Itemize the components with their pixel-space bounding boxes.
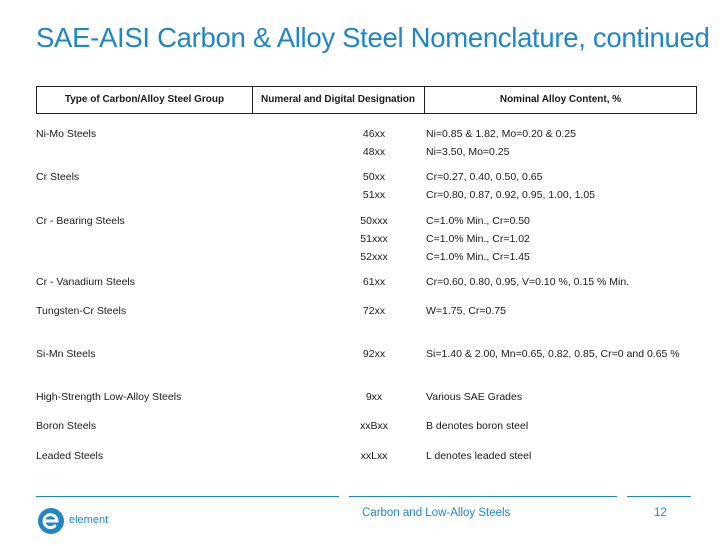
alloy-content: B denotes boron steel xyxy=(426,420,529,432)
designation: 51xx xyxy=(362,189,386,201)
steel-group-name: Si-Mn Steels xyxy=(36,348,96,360)
table-row-ni-mo xyxy=(36,125,716,161)
alloy-content: L denotes leaded steel xyxy=(426,450,532,462)
logo-wordmark: element xyxy=(69,514,109,526)
table-header xyxy=(36,86,697,114)
steel-group-name: Boron Steels xyxy=(36,420,97,432)
steel-group-name: Ni-Mo Steels xyxy=(36,128,97,140)
slide-title: SAE-AISI Carbon & Alloy Steel Nomenclature, continued xyxy=(36,22,710,53)
table-row-leaded xyxy=(36,447,716,465)
alloy-content: C=1.0% Min., Cr=0.50 xyxy=(426,215,530,227)
alloy-content: C=1.0% Min., Cr=1.45 xyxy=(426,251,530,263)
footer-title: Carbon and Low-Alloy Steels xyxy=(362,507,511,519)
designation: 92xx xyxy=(362,348,386,360)
column-header-designation: Numeral and Digital Designation xyxy=(261,94,415,105)
footer-divider xyxy=(627,496,691,497)
designation: 48xx xyxy=(362,146,386,158)
alloy-content: C=1.0% Min., Cr=1.02 xyxy=(426,233,530,245)
designation: 46xx xyxy=(362,128,386,140)
designation: 9xx xyxy=(365,391,383,403)
alloy-content: Cr=0.60, 0.80, 0.95, V=0.10 %, 0.15 % Min. xyxy=(426,276,630,288)
table-row-si-mn xyxy=(36,345,716,363)
table-row-cr-bearing xyxy=(36,212,716,266)
steel-group-name: Cr Steels xyxy=(36,171,80,183)
designation: xxLxx xyxy=(360,450,388,462)
alloy-content: Ni=3.50, Mo=0.25 xyxy=(426,146,510,158)
steel-group-name: Leaded Steels xyxy=(36,450,104,462)
steel-group-name: Cr - Bearing Steels xyxy=(36,215,125,227)
alloy-content: Ni=0.85 & 1.82, Mo=0.20 & 0.25 xyxy=(426,128,577,140)
designation: 51xxx xyxy=(360,233,388,245)
table-row-boron xyxy=(36,417,716,435)
page-number: 12 xyxy=(654,507,667,519)
alloy-content: W=1.75, Cr=0.75 xyxy=(426,305,506,317)
designation: 50xx xyxy=(362,171,386,183)
steel-group-name: Cr - Vanadium Steels xyxy=(36,276,136,288)
designation: 72xx xyxy=(362,305,386,317)
designation: 61xx xyxy=(362,276,386,288)
alloy-content: Cr=0.27, 0.40, 0.50, 0.65 xyxy=(426,171,543,183)
steel-group-name: Tungsten-Cr Steels xyxy=(36,305,127,317)
steel-group-name: High-Strength Low-Alloy Steels xyxy=(36,391,182,403)
alloy-content: Various SAE Grades xyxy=(426,391,523,403)
footer-divider xyxy=(36,496,339,497)
footer-divider xyxy=(349,496,617,497)
alloy-content: Cr=0.80, 0.87, 0.92, 0.95, 1.00, 1.05 xyxy=(426,189,595,201)
alloy-content: Si=1.40 & 2.00, Mn=0.65, 0.82, 0.85, Cr=0 and 0.65 % xyxy=(426,348,680,360)
designation: 52xxx xyxy=(360,251,388,263)
column-header-alloy-content: Nominal Alloy Content, % xyxy=(499,94,622,105)
table-row-hsla xyxy=(36,388,716,406)
table-row-cr-vanadium xyxy=(36,273,716,291)
table-row-cr xyxy=(36,168,716,204)
element-logo xyxy=(36,506,136,536)
column-header-type: Type of Carbon/Alloy Steel Group xyxy=(64,94,225,105)
table-row-tungsten-cr xyxy=(36,302,716,320)
designation: xxBxx xyxy=(359,420,388,432)
designation: 50xxx xyxy=(360,215,388,227)
